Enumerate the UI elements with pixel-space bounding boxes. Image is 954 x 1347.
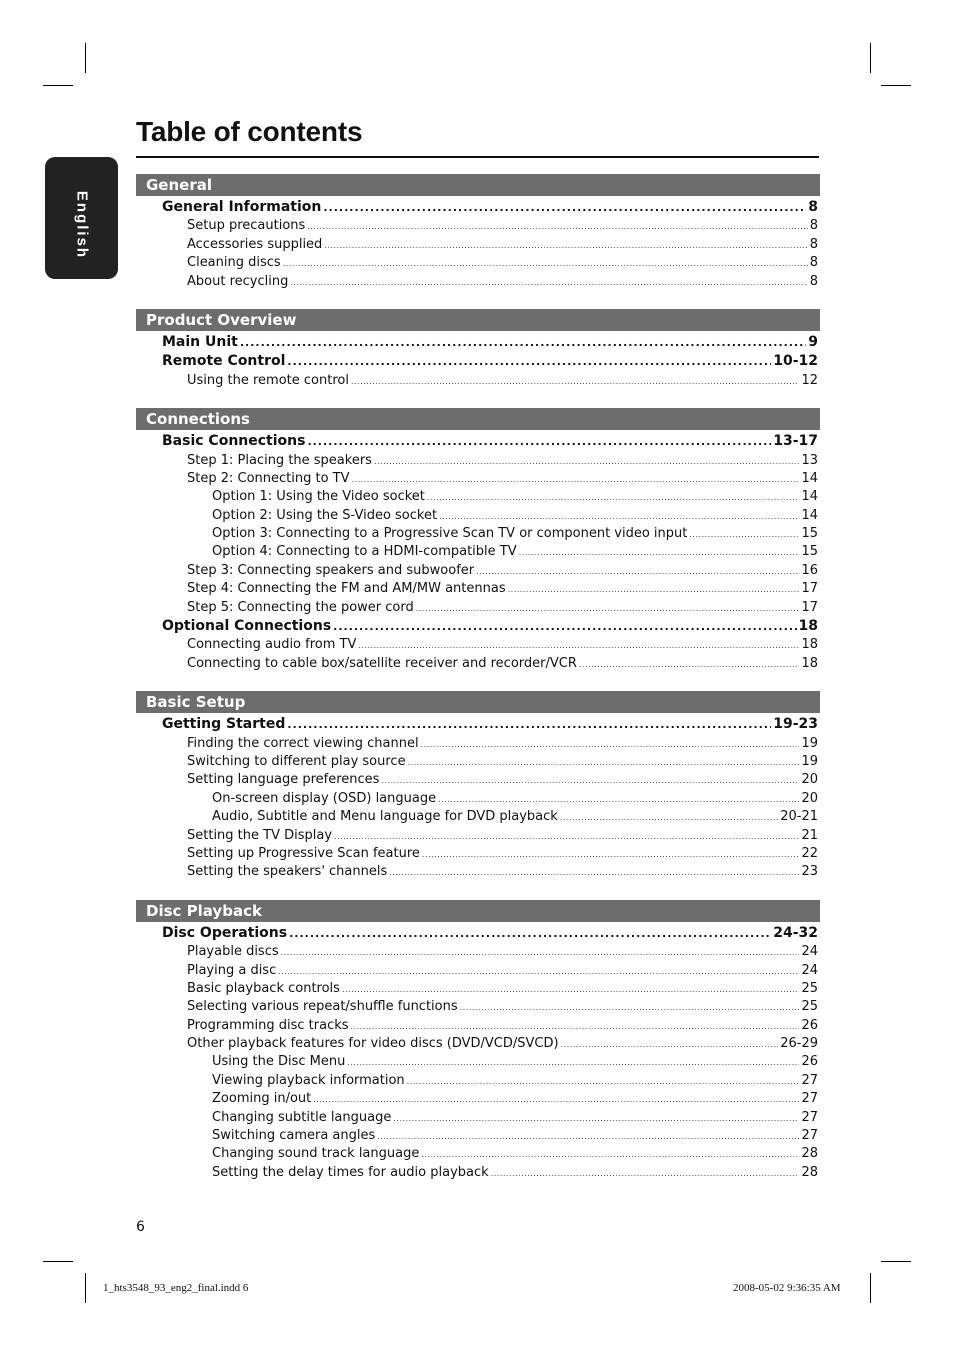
- toc-entry-page: 28: [801, 1146, 818, 1162]
- toc-entry-label: Setting the delay times for audio playback: [212, 1164, 489, 1180]
- dot-leader: [283, 255, 808, 273]
- dot-leader: [307, 432, 771, 451]
- dot-leader: [351, 1018, 800, 1036]
- toc-entry: [136, 771, 820, 789]
- toc-entry-label: Setup precautions: [187, 218, 306, 234]
- dot-leader: [313, 1091, 799, 1109]
- toc-entry-page: 17: [801, 581, 818, 597]
- dot-leader: [393, 1110, 799, 1128]
- toc-entry-label: Selecting various repeat/shuffle functions: [187, 999, 458, 1015]
- toc-entry-page: 26: [801, 1017, 818, 1033]
- dot-leader: [508, 581, 800, 599]
- toc-entry-label: Option 3: Connecting to a Progressive Scan TV or component video input: [212, 526, 688, 542]
- toc-entry-label: Basic playback controls: [187, 980, 340, 996]
- section-heading: Product Overview: [136, 309, 820, 331]
- toc-entry: [136, 452, 820, 470]
- toc-entry-label: Other playback features for video discs (DVD/VCD/SVCD): [187, 1036, 559, 1052]
- dot-leader: [439, 508, 799, 526]
- toc-entry: [136, 924, 820, 943]
- toc-entry: [136, 352, 820, 371]
- toc-entry-page: 27: [801, 1128, 818, 1144]
- dot-leader: [334, 828, 799, 846]
- toc-entry-page: 24-32: [773, 924, 818, 941]
- crop-mark: [870, 43, 871, 73]
- toc-entry: [136, 488, 820, 506]
- toc-entry-label: Step 4: Connecting the FM and AM/MW antennas: [187, 581, 506, 597]
- toc-section: [136, 900, 820, 1182]
- dot-leader: [287, 715, 771, 734]
- crop-mark: [43, 1261, 73, 1262]
- dot-leader: [427, 489, 800, 507]
- dot-leader: [389, 864, 799, 882]
- dot-leader: [421, 1146, 799, 1164]
- toc-entry-page: 25: [801, 999, 818, 1015]
- dot-leader: [476, 563, 799, 581]
- page-title: Table of contents: [136, 116, 363, 147]
- toc-entry-page: 18: [798, 618, 818, 635]
- toc-entry-page: 8: [809, 273, 818, 289]
- toc-entry-label: Step 1: Placing the speakers: [187, 452, 372, 468]
- dot-leader: [278, 963, 799, 981]
- toc-entry-label: Option 2: Using the S-Video socket: [212, 507, 438, 523]
- toc-entry-label: Switching to different play source: [187, 753, 406, 769]
- toc-section: [136, 174, 820, 291]
- toc-section: [136, 309, 820, 390]
- dot-leader: [416, 600, 800, 618]
- language-tab-label: English: [73, 190, 90, 260]
- toc-entry-label: General Information: [162, 199, 322, 215]
- toc-entry: [136, 254, 820, 272]
- dot-leader: [560, 809, 778, 827]
- toc-entry-label: Cleaning discs: [187, 255, 281, 271]
- toc-entry: [136, 617, 820, 636]
- dot-leader: [407, 1073, 800, 1091]
- dot-leader: [351, 373, 799, 391]
- slug-filename: 1_hts3548_93_eng2_final.indd 6: [103, 1282, 249, 1294]
- toc-entry-page: 26-29: [780, 1036, 818, 1052]
- toc-entry-page: 18: [801, 637, 818, 653]
- toc-entry-label: Setting the speakers' channels: [187, 864, 388, 880]
- toc-entry: [136, 372, 820, 390]
- toc-entry-page: 16: [801, 562, 818, 578]
- toc-entry-label: Playing a disc: [187, 962, 277, 978]
- toc-entry-label: Programming disc tracks: [187, 1017, 349, 1033]
- dot-leader: [287, 352, 771, 371]
- toc-entry-label: Connecting to cable box/satellite receiver and recorder/VCR: [187, 655, 577, 671]
- toc-entry: [136, 735, 820, 753]
- toc-entry-page: 8: [808, 199, 818, 215]
- toc-entry-label: Using the Disc Menu: [212, 1054, 346, 1070]
- dot-leader: [289, 924, 771, 943]
- toc-entry: [136, 636, 820, 654]
- toc-entry-label: Disc Operations: [162, 924, 288, 941]
- toc-entry-page: 8: [809, 218, 818, 234]
- crop-mark: [881, 1261, 911, 1262]
- toc-entry-page: 13: [801, 452, 818, 468]
- toc-entry-label: Setting the TV Display: [187, 827, 333, 843]
- toc-entry-label: Using the remote control: [187, 372, 349, 388]
- toc-section: [136, 691, 820, 882]
- toc-entry: [136, 1072, 820, 1090]
- toc-entry-label: Setting language preferences: [187, 772, 380, 788]
- toc-entry: [136, 1035, 820, 1053]
- toc-entry-label: On-screen display (OSD) language: [212, 790, 437, 806]
- toc-entry-page: 20-21: [780, 809, 818, 825]
- toc-entry-label: Viewing playback information: [212, 1072, 405, 1088]
- toc-entry-page: 26: [801, 1054, 818, 1070]
- toc-entry: [136, 962, 820, 980]
- toc-entry-page: 24: [801, 962, 818, 978]
- dot-leader: [281, 944, 800, 962]
- toc-entry-page: 14: [801, 470, 818, 486]
- toc-entry: [136, 198, 820, 217]
- toc-entry: [136, 1053, 820, 1071]
- toc-entry: [136, 845, 820, 863]
- toc-entry-page: 12: [801, 372, 818, 388]
- language-tab: [45, 157, 118, 279]
- toc-entry: [136, 980, 820, 998]
- toc-entry-page: 19: [801, 753, 818, 769]
- toc-entry-page: 25: [801, 980, 818, 996]
- toc-entry-label: Changing subtitle language: [212, 1109, 392, 1125]
- toc-entry-page: 27: [801, 1072, 818, 1088]
- dot-leader: [421, 736, 800, 754]
- dot-leader: [381, 772, 799, 790]
- toc-entry-page: 27: [801, 1091, 818, 1107]
- toc-entry: [136, 863, 820, 881]
- dot-leader: [290, 274, 807, 292]
- toc-entry: [136, 1164, 820, 1182]
- dot-leader: [324, 237, 807, 255]
- section-heading: Basic Setup: [136, 691, 820, 713]
- dot-leader: [333, 617, 796, 636]
- section-heading: General: [136, 174, 820, 196]
- toc-entry-page: 15: [801, 544, 818, 560]
- toc-entry-page: 20: [801, 790, 818, 806]
- toc-entry-label: Playable discs: [187, 944, 279, 960]
- crop-mark: [43, 85, 73, 86]
- toc-entry-page: 28: [801, 1164, 818, 1180]
- toc-entry-label: Audio, Subtitle and Menu language for DVD playback: [212, 809, 558, 825]
- crop-mark: [870, 1273, 871, 1303]
- dot-leader: [519, 544, 800, 562]
- page-number: 6: [136, 1219, 145, 1235]
- toc-entry-label: Finding the correct viewing channel: [187, 735, 419, 751]
- dot-leader: [240, 333, 806, 352]
- toc-entry: [136, 1017, 820, 1035]
- table-of-contents: [136, 174, 820, 1200]
- dot-leader: [352, 471, 800, 489]
- toc-entry: [136, 1127, 820, 1145]
- toc-entry: [136, 808, 820, 826]
- toc-entry-label: Main Unit: [162, 333, 238, 350]
- dot-leader: [408, 754, 800, 772]
- toc-entry-page: 17: [801, 599, 818, 615]
- slug-timestamp: 2008-05-02 9:36:35 AM: [733, 1282, 841, 1294]
- dot-leader: [422, 846, 800, 864]
- toc-entry: [136, 236, 820, 254]
- toc-entry-label: Option 4: Connecting to a HDMI-compatible TV: [212, 544, 517, 560]
- toc-entry-label: Step 3: Connecting speakers and subwoofer: [187, 562, 475, 578]
- toc-entry-label: Accessories supplied: [187, 236, 323, 252]
- dot-leader: [307, 218, 807, 236]
- dot-leader: [438, 791, 799, 809]
- toc-entry: [136, 525, 820, 543]
- dot-leader: [377, 1128, 799, 1146]
- title-rule: [136, 156, 819, 158]
- toc-entry: [136, 580, 820, 598]
- toc-entry: [136, 273, 820, 291]
- toc-entry: [136, 943, 820, 961]
- toc-entry: [136, 998, 820, 1016]
- toc-entry-page: 21: [801, 827, 818, 843]
- toc-entry-page: 22: [801, 845, 818, 861]
- toc-entry: [136, 827, 820, 845]
- section-heading: Connections: [136, 408, 820, 430]
- toc-entry-page: 27: [801, 1109, 818, 1125]
- toc-entry: [136, 655, 820, 673]
- toc-entry-page: 20: [801, 772, 818, 788]
- toc-entry: [136, 1090, 820, 1108]
- dot-leader: [579, 656, 800, 674]
- toc-entry-page: 19: [801, 735, 818, 751]
- toc-entry: [136, 715, 820, 734]
- toc-entry-page: 13-17: [773, 433, 818, 450]
- toc-entry-page: 24: [801, 944, 818, 960]
- dot-leader: [491, 1165, 800, 1183]
- toc-entry-page: 9: [808, 333, 818, 350]
- toc-entry-label: Setting up Progressive Scan feature: [187, 845, 420, 861]
- dot-leader: [561, 1036, 779, 1054]
- toc-entry: [136, 217, 820, 235]
- toc-entry-label: Step 5: Connecting the power cord: [187, 599, 414, 615]
- toc-entry: [136, 790, 820, 808]
- dot-leader: [689, 526, 799, 544]
- dot-leader: [374, 453, 800, 471]
- toc-entry-label: Connecting audio from TV: [187, 637, 357, 653]
- toc-entry-page: 23: [801, 864, 818, 880]
- toc-entry-label: Changing sound track language: [212, 1146, 420, 1162]
- toc-entry-page: 8: [809, 236, 818, 252]
- toc-entry: [136, 753, 820, 771]
- toc-entry-label: Step 2: Connecting to TV: [187, 470, 350, 486]
- toc-entry-label: Remote Control: [162, 353, 286, 370]
- dot-leader: [347, 1054, 799, 1072]
- toc-entry: [136, 432, 820, 451]
- dot-leader: [358, 637, 799, 655]
- toc-entry-page: 10-12: [773, 353, 818, 370]
- dot-leader: [342, 981, 800, 999]
- toc-entry-page: 8: [809, 255, 818, 271]
- toc-section: [136, 408, 820, 673]
- toc-entry-label: About recycling: [187, 273, 289, 289]
- toc-entry: [136, 599, 820, 617]
- toc-entry-page: 15: [801, 526, 818, 542]
- dot-leader: [323, 198, 806, 217]
- toc-entry-page: 19-23: [773, 716, 818, 733]
- section-heading: Disc Playback: [136, 900, 820, 922]
- toc-entry-label: Getting Started: [162, 716, 286, 733]
- toc-entry-label: Basic Connections: [162, 433, 306, 450]
- crop-mark: [85, 43, 86, 73]
- toc-entry: [136, 543, 820, 561]
- toc-entry: [136, 507, 820, 525]
- toc-entry-label: Optional Connections: [162, 618, 332, 635]
- toc-entry: [136, 562, 820, 580]
- toc-entry: [136, 333, 820, 352]
- toc-entry-label: Switching camera angles: [212, 1128, 376, 1144]
- toc-entry-page: 14: [801, 507, 818, 523]
- dot-leader: [460, 999, 800, 1017]
- toc-entry: [136, 470, 820, 488]
- toc-entry-page: 14: [801, 489, 818, 505]
- toc-entry-label: Zooming in/out: [212, 1091, 312, 1107]
- crop-mark: [85, 1273, 86, 1303]
- toc-entry: [136, 1109, 820, 1127]
- toc-entry-label: Option 1: Using the Video socket: [212, 489, 425, 505]
- crop-mark: [881, 85, 911, 86]
- toc-entry: [136, 1145, 820, 1163]
- toc-entry-page: 18: [801, 655, 818, 671]
